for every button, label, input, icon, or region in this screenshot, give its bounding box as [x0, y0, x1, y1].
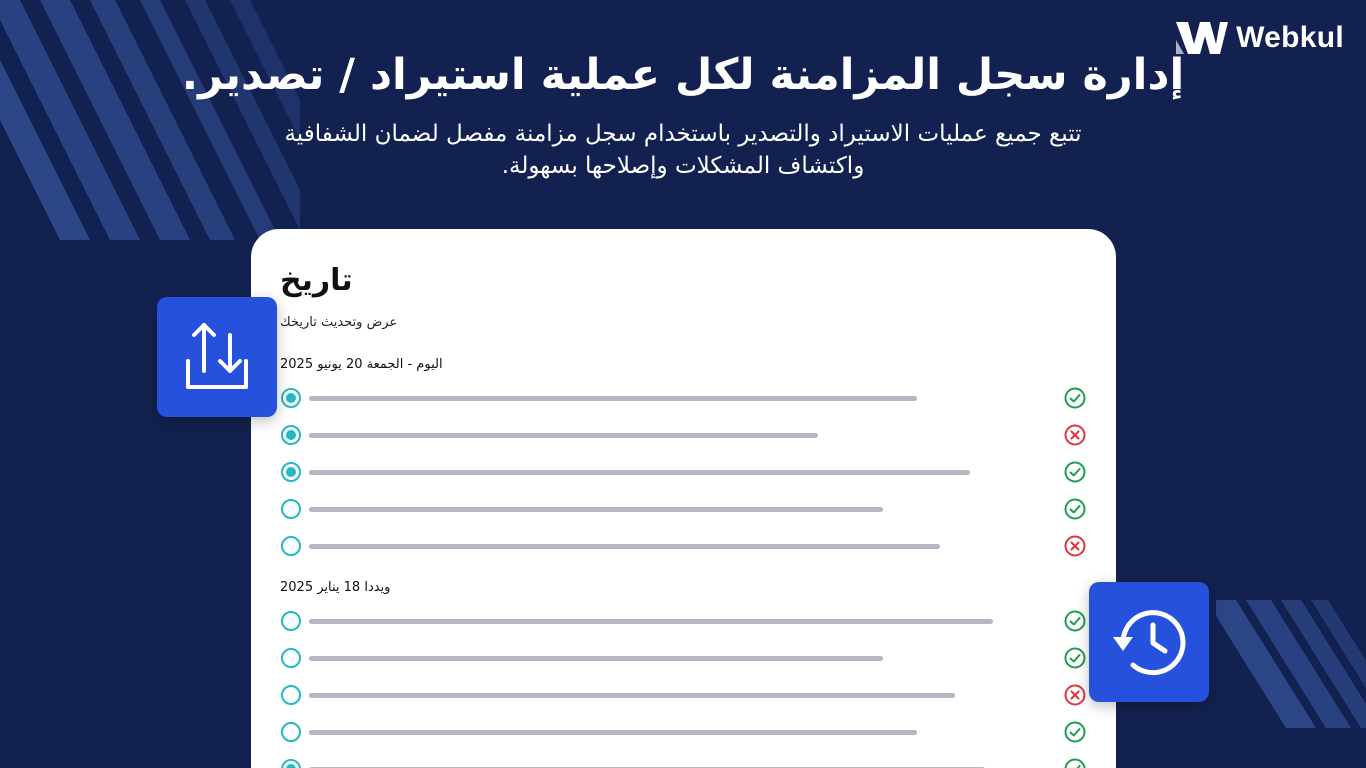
- check-circle-icon: [1064, 461, 1086, 483]
- page-headline: إدارة سجل المزامنة لكل عملية استيراد / تصدير.: [181, 50, 1185, 100]
- decorative-stripes-bottom-right: [1216, 600, 1366, 740]
- history-row-radio[interactable]: [281, 425, 301, 445]
- history-row[interactable]: [281, 721, 1086, 743]
- x-circle-icon: [1064, 535, 1086, 557]
- history-row-radio[interactable]: [281, 536, 301, 556]
- history-row-radio[interactable]: [281, 388, 301, 408]
- history-row-radio[interactable]: [281, 648, 301, 668]
- history-row-placeholder-bar: [309, 619, 993, 624]
- history-row[interactable]: [281, 424, 1086, 446]
- history-row[interactable]: [281, 684, 1086, 706]
- check-circle-icon: [1064, 610, 1086, 632]
- history-date-label: ويددا 18 يناير 2025: [280, 580, 391, 595]
- history-row-placeholder-bar: [309, 656, 883, 661]
- check-circle-icon: [1064, 647, 1086, 669]
- history-row[interactable]: [281, 387, 1086, 409]
- history-row[interactable]: [281, 758, 1086, 768]
- history-row[interactable]: [281, 498, 1086, 520]
- history-tile: [1089, 582, 1209, 702]
- export-tile: [157, 297, 277, 417]
- history-row[interactable]: [281, 535, 1086, 557]
- decorative-stripes-top-left: [0, 0, 300, 240]
- check-circle-icon: [1064, 387, 1086, 409]
- history-row[interactable]: [281, 647, 1086, 669]
- x-circle-icon: [1064, 684, 1086, 706]
- check-circle-icon: [1064, 721, 1086, 743]
- brand-name: Webkul: [1236, 21, 1344, 54]
- check-circle-icon: [1064, 758, 1086, 768]
- history-row-radio[interactable]: [281, 499, 301, 519]
- history-row-placeholder-bar: [309, 544, 940, 549]
- history-icon: [1111, 607, 1187, 677]
- history-row-placeholder-bar: [309, 470, 970, 475]
- history-row[interactable]: [281, 610, 1086, 632]
- history-date-label: اليوم - الجمعة 20 يونيو 2025: [280, 357, 443, 372]
- card-subtitle: عرض وتحديث تاريخك: [280, 315, 398, 330]
- history-row-placeholder-bar: [309, 693, 955, 698]
- history-row-placeholder-bar: [309, 507, 883, 512]
- history-row-placeholder-bar: [309, 730, 917, 735]
- history-card: [251, 229, 1116, 768]
- history-row-radio[interactable]: [281, 685, 301, 705]
- history-row-radio[interactable]: [281, 462, 301, 482]
- history-row-placeholder-bar: [309, 433, 818, 438]
- page-subheadline: تتبع جميع عمليات الاستيراد والتصدير باستخدام سجل مزامنة مفصل لضمان الشفافية واكتشاف المشكلات وإصلاحها بسهولة.: [284, 121, 1082, 179]
- check-circle-icon: [1064, 498, 1086, 520]
- x-circle-icon: [1064, 424, 1086, 446]
- history-row-radio[interactable]: [281, 759, 301, 768]
- history-row-radio[interactable]: [281, 722, 301, 742]
- card-title: تاريخ: [280, 263, 353, 298]
- history-row[interactable]: [281, 461, 1086, 483]
- history-row-placeholder-bar: [309, 396, 917, 401]
- export-icon: [182, 321, 252, 393]
- history-row-radio[interactable]: [281, 611, 301, 631]
